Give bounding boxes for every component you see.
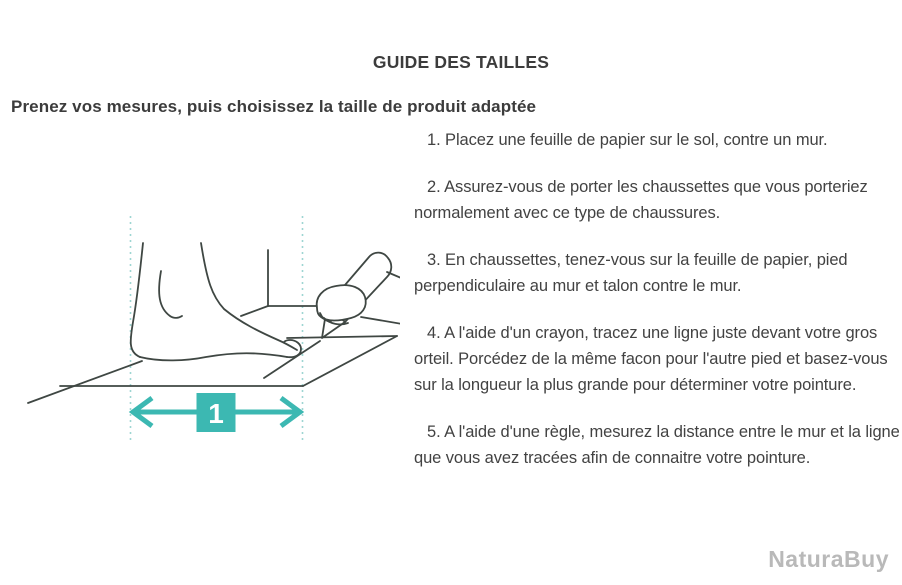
page-subtitle: Prenez vos mesures, puis choisissez la taille de produit adaptée (11, 97, 537, 117)
instruction-step-1: 1. Placez une feuille de papier sur le sol, contre un mur. (427, 131, 828, 149)
naturabuy-watermark: NaturaBuy (768, 546, 889, 572)
foot-measurement-illustration (10, 125, 400, 515)
foot-outline (131, 243, 301, 360)
instruction-step-5: 5. A l'aide d'une règle, mesurez la distance entre le mur et la ligne que vous avez tracées afin de connaitre votre pointure. (414, 423, 900, 467)
step-number: 1 (208, 398, 224, 429)
page-title: GUIDE DES TAILLES (372, 51, 550, 72)
instructions-list (414, 127, 900, 492)
wall-lines (241, 250, 320, 316)
instruction-step-4: 4. A l'aide d'un crayon, tracez une ligne juste devant votre gros orteil. Porcédez de la même facon pour l'autre pied et basez-vous sur la longueur la plus grande pour déterminer votre pointure. (414, 324, 888, 394)
instruction-step-2: 2. Assurez-vous de porter les chaussettes que vous porteriez normalement avec ce type de chaussures. (414, 178, 868, 222)
instruction-step-3: 3. En chaussettes, tenez-vous sur la feuille de papier, pied perpendiculaire au mur et talon contre le mur. (414, 251, 848, 295)
step-badge (197, 393, 236, 432)
